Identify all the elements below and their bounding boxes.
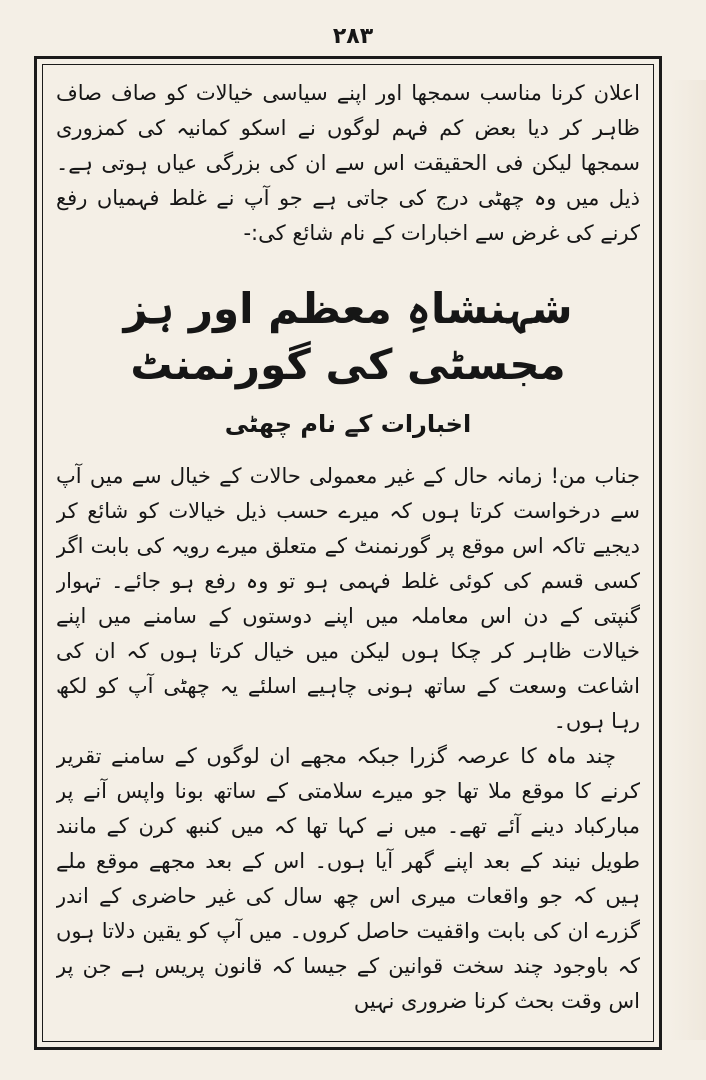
letter-paragraph: چند ماہ کا عرصہ گزرا جبکہ مجھے ان لوگوں کے سامنے تقریر کرنے کا موقع ملا تھا جو میرے سلامتی کے ساتھ بونا واپس آنے پر مبارکباد دینے آئے تھے۔ میں نے کہا تھا کہ میں کنبھ کرن کے مانند طویل نیند کے بعد اپنے گھر آیا ہوں۔ اس کے بعد مجھے موقع ملے ہیں کہ جو واقعات میری اس چھ سال کی غیر حاضری کے اندر گزرے ان کی بابت واقفیت حاصل کروں۔ میں آپ کو یقین دلاتا ہوں کہ باوجود چند سخت قوانین کے جیسا کہ قانون پریس ہے جن پر اس وقت بحث کرنا ضروری نہیں: [56, 744, 640, 1013]
page-number: ۲۸۳: [332, 24, 374, 49]
page-content: [56, 76, 640, 1032]
letter-paragraph: جناب من! زمانہ حال کے غیر معمولی حالات کے خیال سے میں آپ سے درخواست کرتا ہوں کہ میرے حسب ذیل خیالات کو شائع کر دیجیے تاکہ اس موقع پر گورنمنٹ کے متعلق میرے رویہ کی بابت اگر کسی قسم کی کوئی غلط فہمی ہو تو وہ رفع ہو جائے۔ تہوار گنپتی کے دن اس معاملہ میں اپنے دوستوں کے سامنے میں اپنے خیالات ظاہر کر چکا ہوں لیکن میں خیال کرتا ہوں کہ ان کی اشاعت وسعت کے ساتھ ہونی چاہیے اسلئے یہ چھٹی آپ کو لکھ رہا ہوں۔: [56, 464, 640, 733]
letter-headline: شہنشاہِ معظم اور ہز مجسٹی کی گورنمنٹ: [123, 284, 573, 389]
intro-paragraph: اعلان کرنا مناسب سمجھا اور اپنے سیاسی خیالات کو صاف صاف ظاہر کر دیا بعض کم فہم لوگوں نے اسکو کمانیہ کی کمزوری سمجھا لیکن فی الحقیقت اس سے ان کی بزرگی عیاں ہوتی ہے۔ ذیل میں وہ چھٹی درج کی جاتی ہے جو آپ نے غلط فہمیاں رفع کرنے کی غرض سے اخبارات کے نام شائع کی:-: [56, 81, 640, 245]
letter-subheading: اخبارات کے نام چھٹی: [224, 410, 472, 438]
page-edge-shadow: [670, 80, 706, 1040]
